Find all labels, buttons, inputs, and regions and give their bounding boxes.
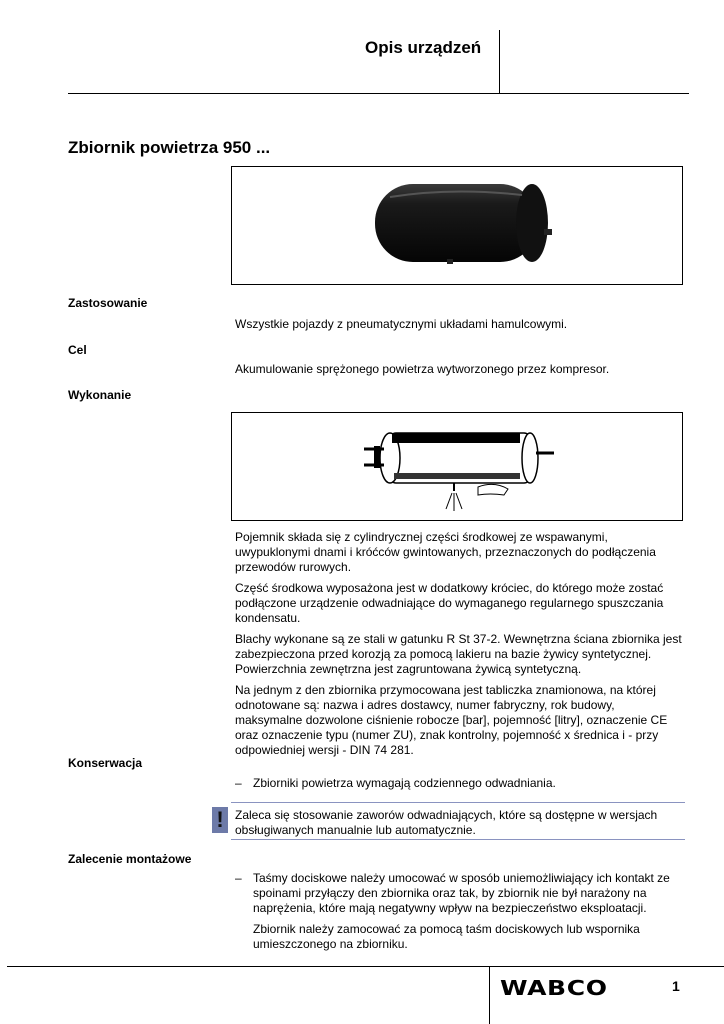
warning-icon [212, 807, 228, 833]
zalecenie-item [253, 871, 685, 958]
page-number: 1 [672, 978, 680, 994]
zastosowanie-text: Wszystkie pojazdy z pneumatycznymi układami hamulcowymi. [235, 317, 568, 331]
cel-text: Akumulowanie sprężonego powietrza wytworzonego przez kompresor. [235, 362, 610, 376]
air-tank-photo [232, 167, 682, 284]
section-label-konserwacja: Konserwacja [68, 756, 143, 770]
footer-rule [7, 966, 724, 967]
note-text: Zaleca się stosowanie zaworów odwadniających, które są dostępne w wersjach obsługiwanych manualnie lub automatycznie. [235, 808, 658, 837]
section-label-zalecenie-montazowe: Zalecenie montażowe [68, 852, 192, 866]
wabco-logo: WABCO [500, 976, 608, 1000]
air-tank-drawing [232, 413, 682, 520]
bullet-dash: – [235, 776, 242, 790]
tank-photo-frame [231, 166, 683, 285]
wykonanie-text [235, 530, 685, 764]
konserwacja-item: Zbiorniki powietrza wymagają codziennego odwadniania. [253, 776, 556, 790]
zalecenie-paragraph: Taśmy dociskowe należy umocować w sposób uniemożliwiający ich kontakt ze spoinami przyłączy den zbiornika oraz tak, by zbiornik nie był narażony na naprężenia, które mają negatywny wpływ na bezpieczeństwo eksploatacji. [253, 871, 670, 915]
note-box [231, 802, 685, 840]
section-label-zastosowanie: Zastosowanie [68, 296, 148, 310]
wykonanie-paragraph: Część środkowa wyposażona jest w dodatkowy króciec, do którego może zostać podłączone urządzenie odwadniające do wymaganego regularnego spuszczania kondensatu. [235, 581, 664, 625]
footer-vertical-divider [489, 966, 490, 1024]
document-title: Zbiornik powietrza 950 ... [68, 138, 271, 157]
tank-drawing-frame [231, 412, 683, 521]
wykonanie-paragraph: Pojemnik składa się z cylindrycznej części środkowej ze wspawanymi, uwypuklonymi dnami i króćców gwintowanych, przeznaczonych do podłączenia przewodów rurowych. [235, 530, 656, 574]
zalecenie-paragraph: Zbiornik należy zamocować za pomocą taśm dociskowych lub wspornika umieszczonego na zbiorniku. [253, 922, 640, 951]
header-vertical-divider [499, 30, 500, 94]
bullet-dash: – [235, 871, 242, 885]
header-title: Opis urządzeń [365, 38, 482, 57]
header-rule [68, 93, 689, 94]
wykonanie-paragraph: Na jednym z den zbiornika przymocowana jest tabliczka znamionowa, na której odnotowane są: nazwa i adres dostawcy, numer fabryczny, rok budowy, maksymalne dozwolone ciśnienie robocze [bar], pojemność [litry], oznaczenie CE oraz oznaczenie typu (numer ZU), znak kontrolny, pojemność x średnica i - przy odpowiedniej wersji - DIN 74 281. [235, 683, 668, 757]
wykonanie-paragraph: Blachy wykonane są ze stali w gatunku R St 37-2. Wewnętrzna ściana zbiornika jest zabezpieczona przed korozją za pomocą lakieru na bazie żywicy syntetycznej. Powierzchnia zewnętrzna jest zagruntowana żywicą syntetyczną. [235, 632, 682, 676]
section-label-cel: Cel [68, 343, 87, 357]
section-label-wykonanie: Wykonanie [68, 388, 132, 402]
warning-icon-glyph: ! [216, 807, 224, 832]
